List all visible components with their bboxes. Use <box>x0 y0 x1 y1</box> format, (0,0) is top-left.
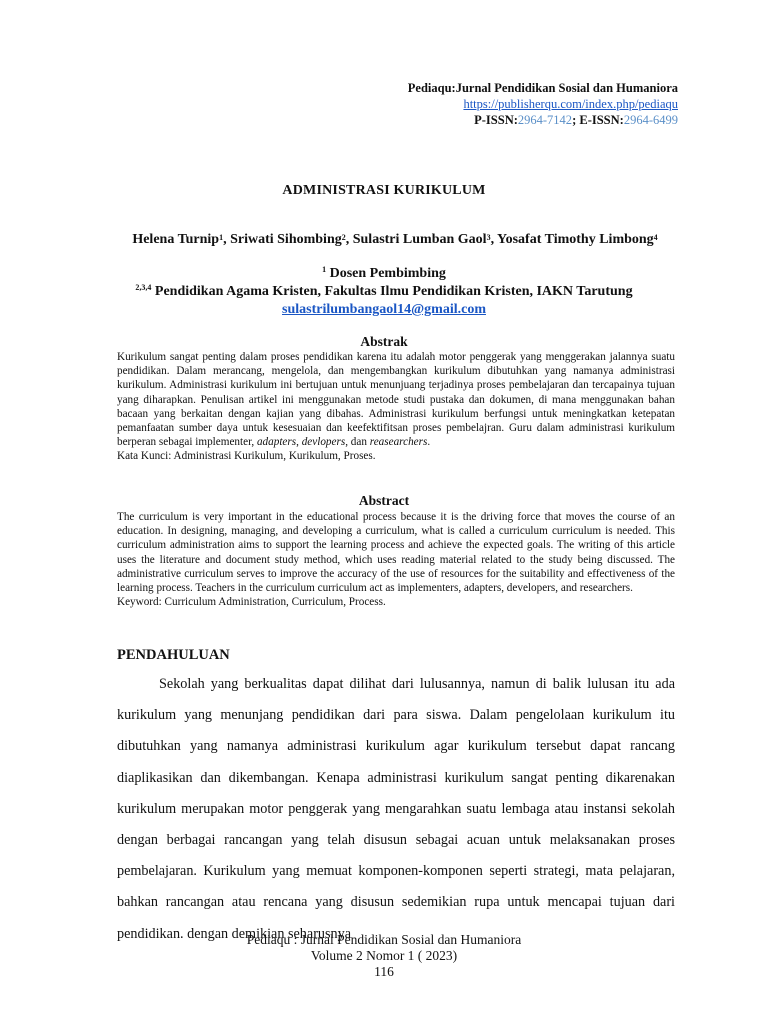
eissn-label: E-ISSN: <box>579 113 624 127</box>
author-sup: 1 <box>219 233 224 242</box>
journal-name: Pediaqu:Jurnal Pendidikan Sosial dan Humaniora <box>407 81 678 95</box>
abstrak-italic: devlopers <box>301 436 346 449</box>
author-sep: , <box>345 232 353 247</box>
abstrak-main: Kurikulum sangat penting dalam proses pendidikan karena itu adalah motor penggerak yang menggerakan jalannya suatu pendidikan. Dalam merancang, mengelola, dan mengembangkan kurikulum dibutuhkan yang namanya administrasi kurikulum. Administrasi kurikulum ini bertujuan untuk menunjuang terjadinya proses pembelajaran dan tercapainya tujuan yang diharapkan. Penulisan artikel ini menggunakan metode studi pustaka dan dokumen, di mana menggunakan bahan bacaan yang berkaitan dengan kajian yang dibahas. Administrasi kurikulum berfungsi untuk meningkatkan ketepatan pemanfaatan sumber daya untuk kesesuaian dan keefektifitsan proses pembelajran. Guru dalam administrasi kurikulum berperan sebagai implementer, <box>117 351 675 449</box>
journal-url-link[interactable]: https://publisherqu.com/index.php/pediaqu <box>463 97 678 111</box>
affiliation-sup: 1 <box>322 265 327 274</box>
affiliation-text: Pendidikan Agama Kristen, Fakultas Ilmu Pendidikan Kristen, IAKN Tarutung <box>154 284 633 299</box>
abstrak-join: , <box>296 436 302 449</box>
email-link[interactable]: sulastrilumbangaol14@gmail.com <box>282 302 486 317</box>
author-name: Yosafat Timothy Limbong <box>497 232 654 247</box>
author-sup: 4 <box>653 233 658 242</box>
footer-journal: Pediaqu : Jurnal Pendidikan Sosial dan Humaniora <box>246 932 522 947</box>
article-title: ADMINISTRASI KURIKULUM <box>282 183 486 198</box>
eissn-number: 2964-6499 <box>623 113 678 127</box>
page-number: 116 <box>374 964 394 979</box>
abstrak-text <box>117 350 675 449</box>
abstrak-heading: Abstrak <box>360 334 408 349</box>
abstrak-join: . <box>427 436 431 449</box>
abstrak-body <box>117 350 675 464</box>
journal-header <box>408 80 678 128</box>
affiliation-2 <box>0 284 768 300</box>
section-paragraph: Sekolah yang berkualitas dapat dilihat dari lulusannya, namun di balik lulusan itu ada kurikulum yang menunjang pendidikan dari para siswa. Dalam pengelolaan kurikulum itu dibutuhkan yang namanya administrasi kurikulum agar kurikulum tersebut dapat rancang diaplikasikan dan dikembangan. Kenapa administrasi kurikulum sangat penting dikarenakan kurikulum merupakan motor penggerak yang mengarahkan suatu lembaga atau instansi sekolah dengan berbagai rancangan yang telah disusun sebagai acuan untuk melaksanakan proses pembelajaran. Kurikulum yang memuat komponen-komponen seperti strategi, mata pelajaran, bahkan rancangan atau rencana yang disusun sedemikian rupa untuk mencapai tujuan dari pendidikan. dengan demikian seharusnya <box>117 676 675 942</box>
issn-separator: ; <box>572 113 580 127</box>
author-sep: , <box>223 232 231 247</box>
section-heading: PENDAHULUAN <box>117 647 230 663</box>
abstract-heading: Abstract <box>358 493 410 508</box>
abstract-keywords: Keyword: Curriculum Administration, Curriculum, Process. <box>117 596 386 609</box>
affiliation-1 <box>0 266 768 282</box>
author-sup: 2 <box>341 233 346 242</box>
author-list <box>115 232 675 249</box>
abstrak-join: , dan <box>345 436 370 449</box>
corresponding-email <box>0 302 768 318</box>
issn-line <box>408 112 678 128</box>
author-name: Sulastri Lumban Gaol <box>352 232 487 247</box>
footer-volume: Volume 2 Nomor 1 ( 2023) <box>310 948 458 963</box>
section-body <box>117 669 675 950</box>
author-sep: , <box>490 232 498 247</box>
author-name: Sriwati Sihombing <box>230 232 342 247</box>
pissn-number: 2964-7142 <box>517 113 573 127</box>
affiliation-text: Dosen Pembimbing <box>329 266 446 281</box>
page-footer <box>0 932 768 980</box>
author-name: Helena Turnip <box>132 232 220 247</box>
author-sup: 3 <box>486 233 491 242</box>
pissn-label: P-ISSN: <box>474 113 518 127</box>
abstrak-italic: adapters <box>256 436 297 449</box>
abstrak-italic: reasearchers <box>369 436 428 449</box>
abstract-body <box>117 510 675 609</box>
abstrak-keywords: Kata Kunci: Administrasi Kurikulum, Kurikulum, Proses. <box>117 450 376 463</box>
affiliation-sup: 2,3,4 <box>135 283 152 292</box>
abstract-text: The curriculum is very important in the educational process because it is the driving force that moves the course of an education. In designing, managing, and developing a curriculum, what is called a curriculum curriculum is needed. This curriculum administration aims to support the learning process and achieve the expected goals. The writing of this article uses the literature and document study method, which uses reading material related to the study being discussed. The administrative curriculum serves to improve the accuracy of the use of resources for the suitability and effectiveness of the learning process. Teachers in the curriculum curriculum act as implementers, adapters, developers, and researchers. <box>117 511 675 595</box>
